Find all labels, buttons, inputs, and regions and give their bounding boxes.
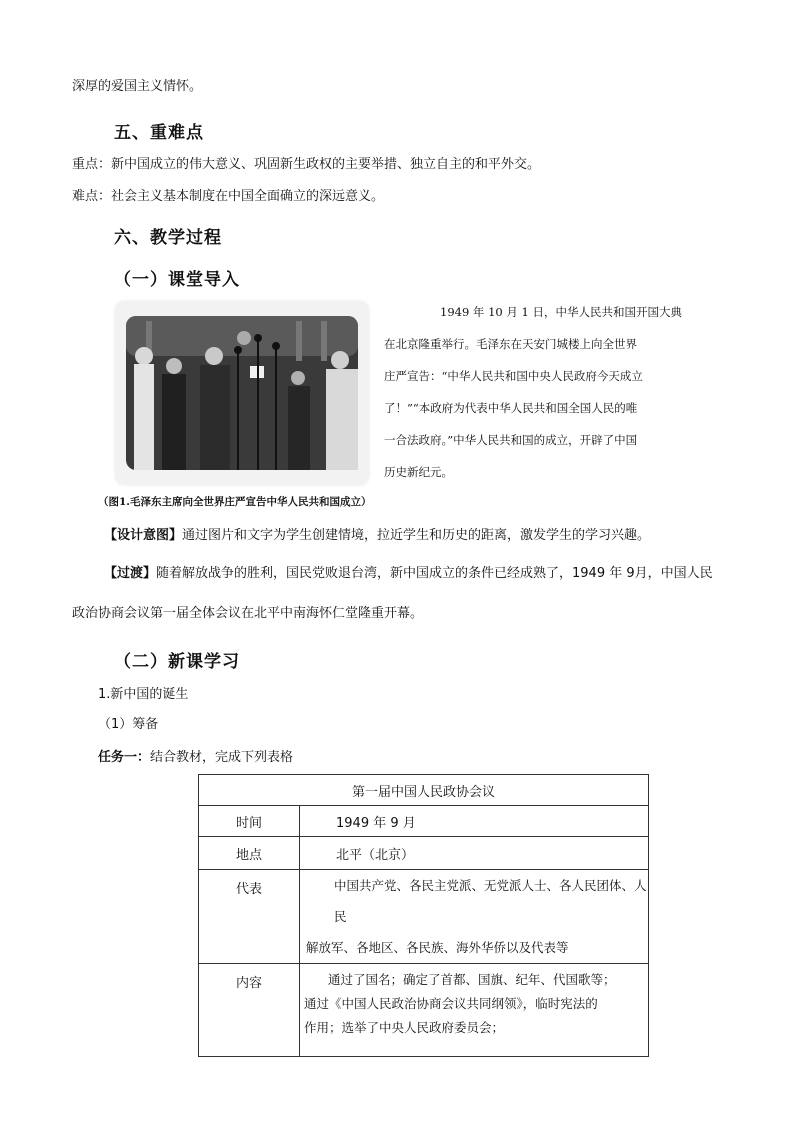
transition-label: 【过渡】	[104, 566, 157, 581]
transition	[104, 565, 713, 583]
table-row	[199, 964, 649, 1057]
task-text: 结合教材，完成下列表格	[150, 750, 294, 765]
row-line: 中国共产党、各民主党派、无党派人士、各人民团体、人民	[334, 878, 647, 924]
photo-caption: （图1.毛泽东主席向全世界庄严宣告中华人民共和国成立）	[98, 496, 372, 508]
table-row	[199, 870, 649, 964]
transition-text: 随着解放战争的胜利，国民党败退台湾，新中国成立的条件已经成熟了，1949 年 9月，中国人民	[156, 566, 713, 581]
row-value	[300, 964, 649, 1057]
task-label: 任务一：	[98, 750, 151, 765]
row-label: 内容	[199, 964, 300, 1057]
historical-photo	[116, 302, 368, 484]
row-value: 1949 年 9 月	[300, 806, 649, 837]
key-points: 重点：新中国成立的伟大意义、巩固新生政权的主要举措、独立自主的和平外交。	[72, 157, 541, 172]
intro-line: 在北京隆重举行。毛泽东在天安门城楼上向全世界	[384, 337, 637, 351]
intro-line: 一合法政府。”中华人民共和国的成立，开辟了中国	[384, 433, 638, 447]
intro-line: 庄严宣告：“中华人民共和国中央人民政府今天成立	[384, 369, 643, 383]
difficult-points: 难点：社会主义基本制度在中国全面确立的深远意义。	[72, 189, 385, 204]
photo-illustration	[126, 316, 358, 470]
row-value	[300, 870, 649, 964]
part-2-title: （二）新课学习	[114, 652, 240, 672]
row-label: 代表	[199, 870, 300, 964]
item-1-1: （1）筹备	[98, 717, 159, 732]
row-line: 解放军、各地区、各民族、海外华侨以及代表等	[306, 940, 569, 955]
row-label: 时间	[199, 806, 300, 837]
part-1-title: （一）课堂导入	[114, 270, 240, 290]
row-label: 地点	[199, 837, 300, 870]
task-1	[98, 749, 293, 767]
cppcc-table	[198, 774, 649, 1057]
top-line: 深厚的爱国主义情怀。	[72, 79, 203, 94]
intro-line: 了！”“本政府为代表中华人民共和国全国人民的唯	[384, 401, 638, 415]
design-intent	[104, 527, 650, 545]
table-row	[199, 806, 649, 837]
design-intent-text: 通过图片和文字为学生创建情境，拉近学生和历史的距离，激发学生的学习兴趣。	[182, 528, 651, 543]
intro-line: 1949 年 10 月 1 日，中华人民共和国开国大典	[440, 305, 682, 319]
row-line: 通过了国名；确定了首都、国旗、纪年、代国歌等；	[328, 972, 616, 987]
design-intent-label: 【设计意图】	[104, 528, 183, 543]
transition-line-2: 政治协商会议第一届全体会议在北平中南海怀仁堂隆重开幕。	[72, 606, 424, 621]
intro-paragraph	[384, 296, 744, 488]
row-value: 北平（北京）	[300, 837, 649, 870]
section-5-title: 五、重难点	[114, 123, 204, 143]
row-line: 通过《中国人民政治协商会议共同纲领》，临时宪法的	[304, 996, 598, 1011]
item-1: 1.新中国的诞生	[98, 687, 189, 702]
table-row	[199, 837, 649, 870]
intro-line: 历史新纪元。	[384, 465, 453, 479]
section-6-title: 六、教学过程	[114, 228, 222, 248]
row-line: 作用；选举了中央人民政府委员会；	[304, 1020, 505, 1035]
table-title: 第一届中国人民政协会议	[199, 775, 649, 806]
